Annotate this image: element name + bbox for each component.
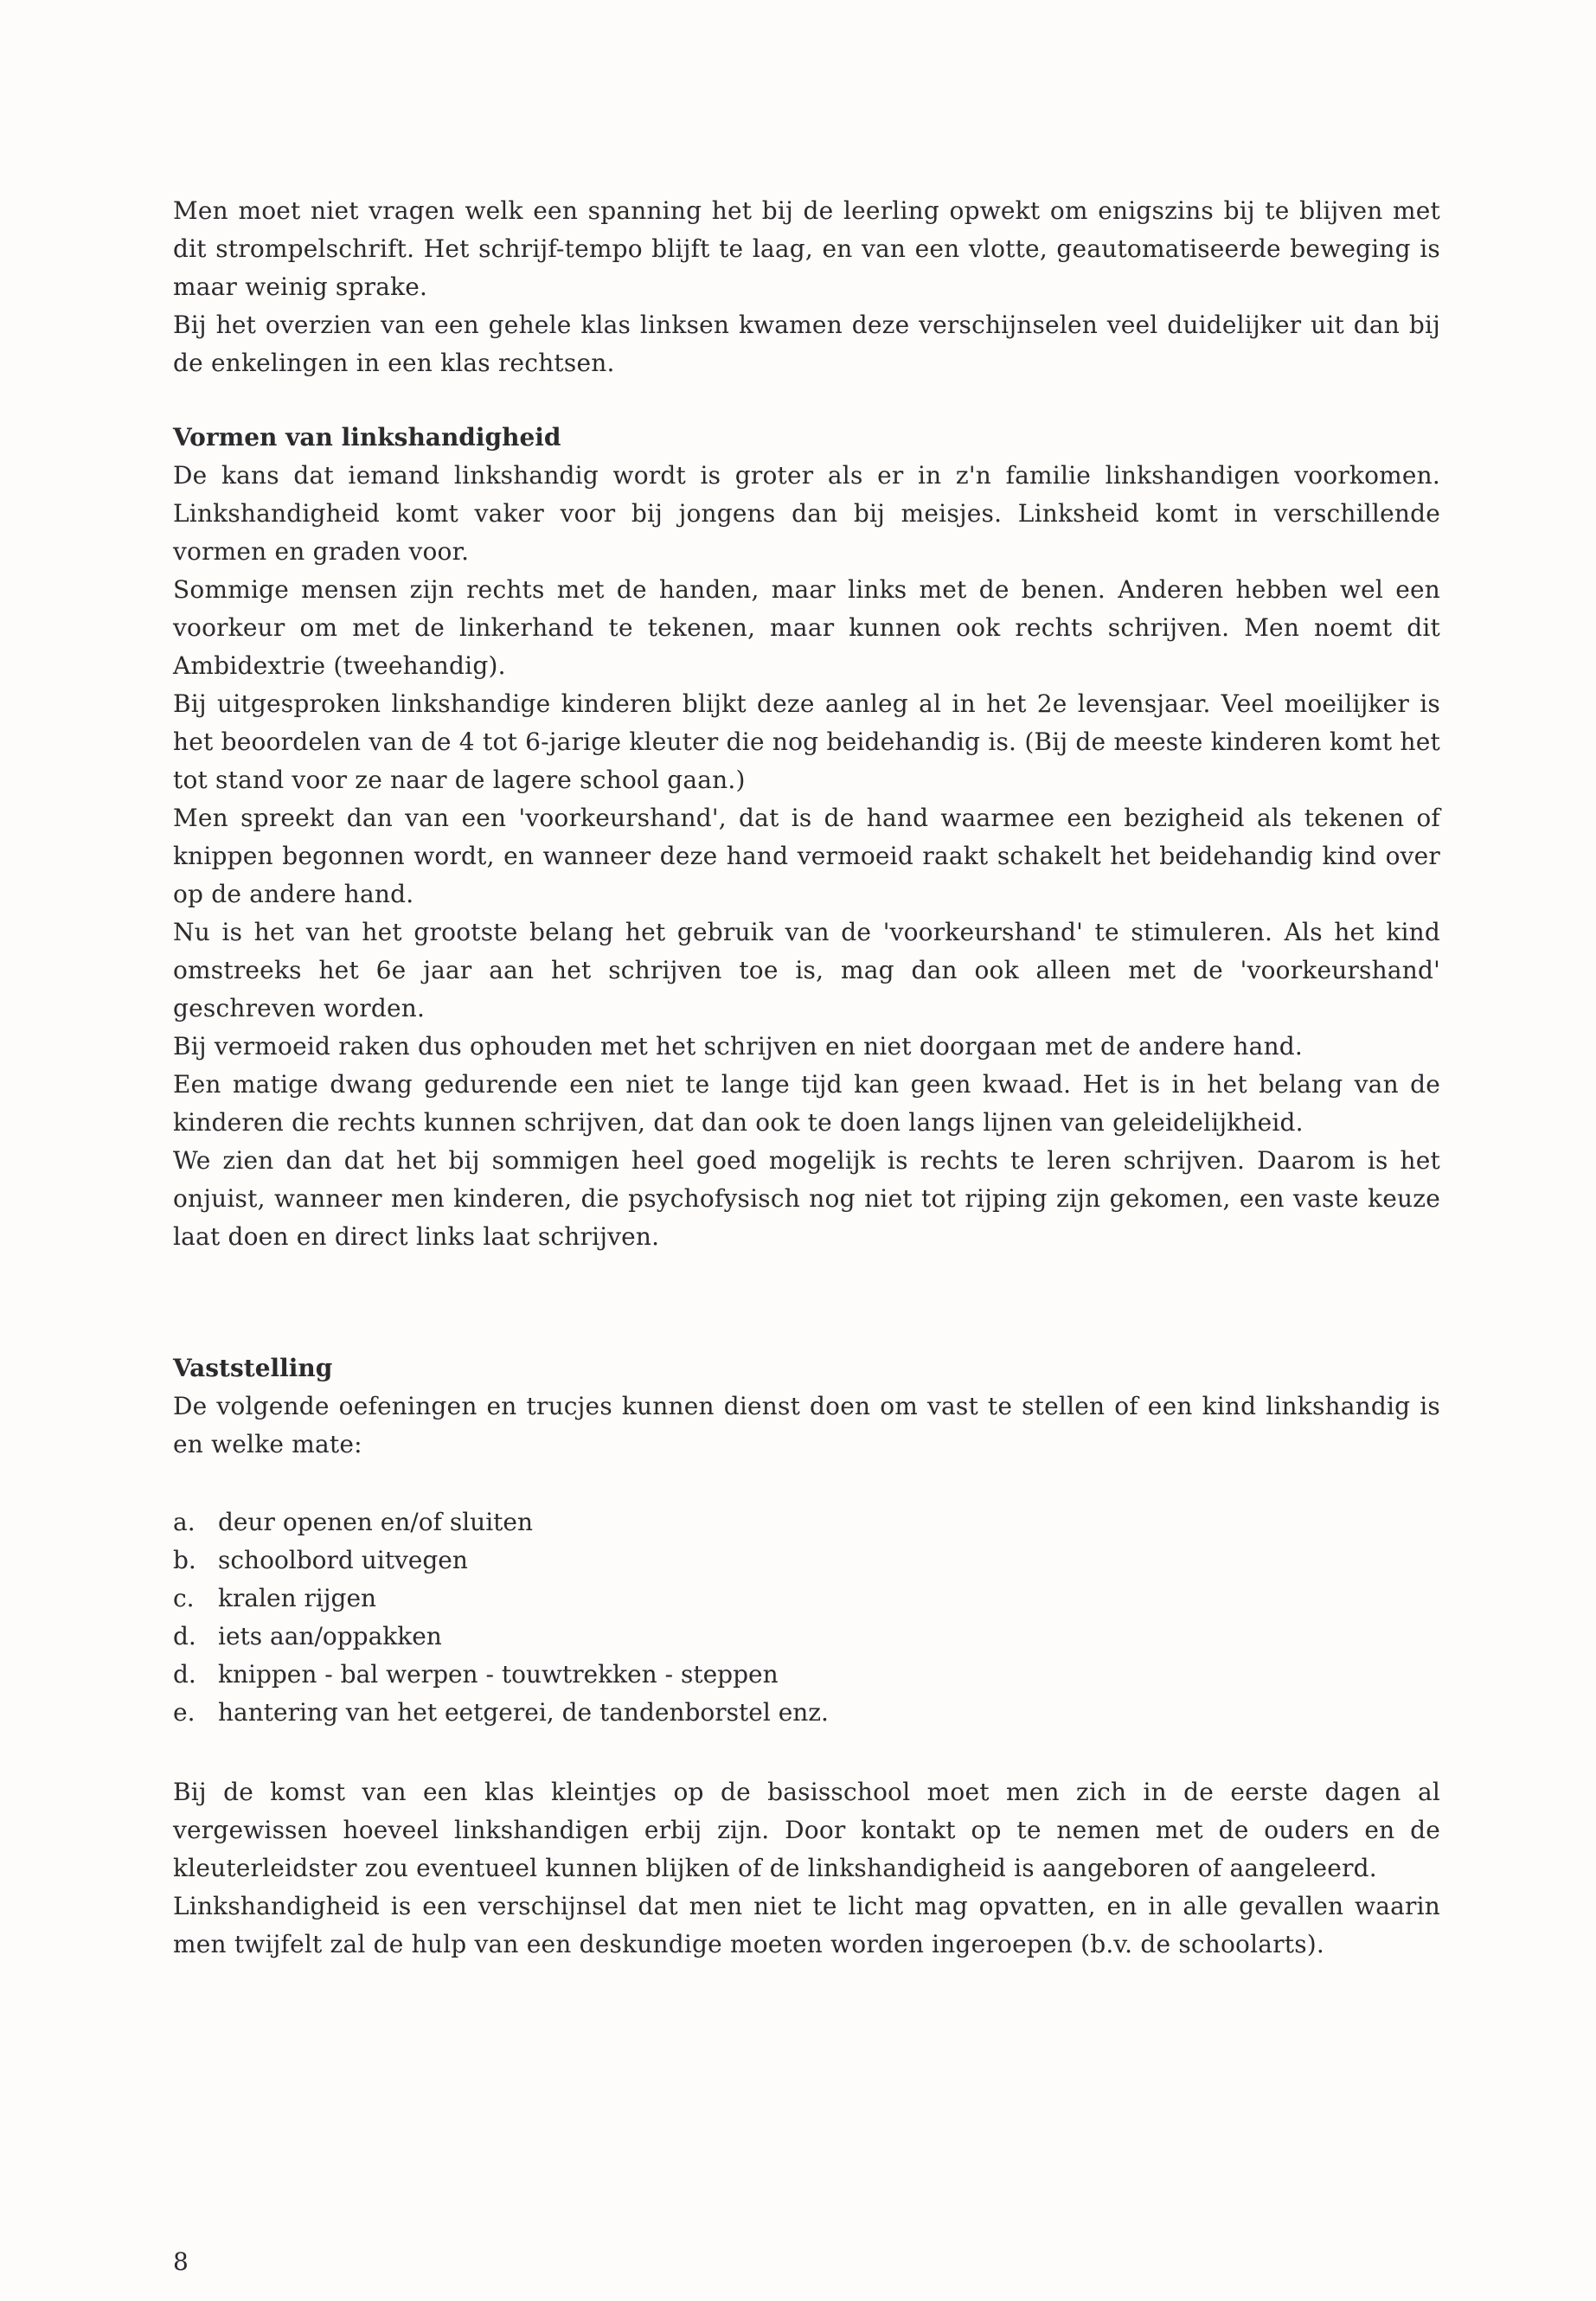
vormen-paragraph-2: Sommige mensen zijn rechts met de handen, maar links met de benen. Anderen hebben wel een voorkeur om met de linkerhand te tekenen, maar kunnen ook rechts schrijven. Men noemt dit Ambidextrie (tweehandig). <box>173 575 1440 680</box>
vormen-paragraph-1: De kans dat iemand linkshandig wordt is groter als er in z'n familie linkshandigen voorkomen. Linkshandigheid komt vaker voor bij jongens dan bij meisjes. Linksheid komt in verschillende vormen en graden voor. <box>173 461 1440 566</box>
vaststelling-intro: De volgende oefeningen en trucjes kunnen dienst doen om vast te stellen of een kind linkshandig is en welke mate: <box>173 1392 1440 1458</box>
list-item-marker: e. <box>173 1698 195 1727</box>
list-item-marker: b. <box>173 1546 196 1574</box>
list-item-marker: a. <box>173 1508 195 1536</box>
intro-paragraph-1: Men moet niet vragen welk een spanning het bij de leerling opwekt om enigszins bij te blijven met dit strompelschrift. Het schrijf-tempo blijft te laag, en van een vlotte, geautomatiseerde beweging is maar weinig sprake. <box>173 196 1440 301</box>
list-item <box>173 1694 1440 1732</box>
list-item <box>173 1618 1440 1656</box>
closing-paragraph-2: Linkshandigheid is een verschijnsel dat men niet te licht mag opvatten, en in alle gevallen waarin men twijfelt zal de hulp van een deskundige moeten worden ingeroepen (b.v. de schoolarts). <box>173 1892 1440 1958</box>
list-item <box>173 1656 1440 1694</box>
intro-section <box>173 192 1440 382</box>
list-item-text: knippen - bal werpen - touwtrekken - steppen <box>218 1660 779 1689</box>
vormen-paragraph-8: We zien dan dat het bij sommigen heel goed mogelijk is rechts te leren schrijven. Daarom is het onjuist, wanneer men kinderen, die psychofysisch nog niet tot rijping zijn gekomen, een vaste keuze laat doen en direct links laat schrijven. <box>173 1146 1440 1251</box>
intro-paragraph-2: Bij het overzien van een gehele klas linksen kwamen deze verschijnselen veel duidelijker uit dan bij de enkelingen in een klas rechtsen. <box>173 311 1440 377</box>
page-content <box>173 192 1440 1964</box>
vormen-paragraph-7: Een matige dwang gedurende een niet te lange tijd kan geen kwaad. Het is in het belang van de kinderen die rechts kunnen schrijven, dat dan ook te doen langs lijnen van geleidelijkheid. <box>173 1070 1440 1137</box>
list-item-text: hantering van het eetgerei, de tandenborstel enz. <box>218 1698 829 1727</box>
vormen-paragraph-3: Bij uitgesproken linkshandige kinderen blijkt deze aanleg al in het 2e levensjaar. Veel moeilijker is het beoordelen van de 4 tot 6-jarige kleuter die nog beidehandig is. (Bij de meeste kinderen komt het tot stand voor ze naar de lagere school gaan.) <box>173 689 1440 794</box>
list-item-text: kralen rijgen <box>218 1584 377 1612</box>
list-item-text: schoolbord uitvegen <box>218 1546 468 1574</box>
closing-section <box>173 1773 1440 1964</box>
section-heading-vaststelling: Vaststelling <box>173 1354 333 1382</box>
list-item <box>173 1580 1440 1618</box>
list-item <box>173 1541 1440 1580</box>
vormen-paragraph-6: Bij vermoeid raken dus ophouden met het schrijven en niet doorgaan met de andere hand. <box>173 1032 1304 1061</box>
vormen-paragraph-5: Nu is het van het grootste belang het gebruik van de 'voorkeurshand' te stimuleren. Als het kind omstreeks het 6e jaar aan het schrijven toe is, mag dan ook alleen met de 'voorkeurshand' geschreven worden. <box>173 918 1440 1022</box>
closing-paragraph-1: Bij de komst van een klas kleintjes op de basisschool moet men zich in de eerste dagen al vergewissen hoeveel linkshandigen erbij zijn. Door kontakt op te nemen met de ouders en de kleuterleidster zou eventueel kunnen blijken of de linkshandigheid is aangeboren of aangeleerd. <box>173 1778 1440 1882</box>
list-item-marker: c. <box>173 1584 195 1612</box>
list-item-text: iets aan/oppakken <box>218 1622 442 1650</box>
exercise-list <box>173 1503 1440 1732</box>
section-heading-vormen: Vormen van linkshandigheid <box>173 423 561 452</box>
list-item-text: deur openen en/of sluiten <box>218 1508 534 1536</box>
list-item <box>173 1503 1440 1541</box>
list-item-marker: d. <box>173 1660 196 1689</box>
list-item-marker: d. <box>173 1622 196 1650</box>
page-number: 8 <box>173 2247 189 2276</box>
section-vormen <box>173 419 1440 1256</box>
vormen-paragraph-4: Men spreekt dan van een 'voorkeurshand', dat is de hand waarmee een bezigheid als tekenen of knippen begonnen wordt, en wanneer deze hand vermoeid raakt schakelt het beidehandig kind over op de andere hand. <box>173 804 1440 908</box>
section-vaststelling <box>173 1349 1440 1964</box>
